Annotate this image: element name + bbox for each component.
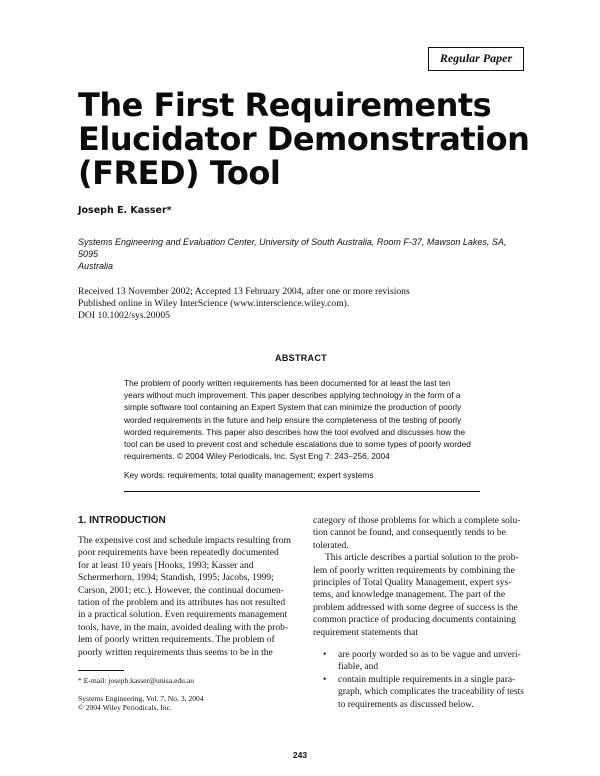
abstract-line: worded requirements. This paper also describes how the tool evolved and discusses how the — [124, 426, 466, 437]
body-line: lem of poorly written requirements by combining the — [313, 565, 515, 576]
body-line: common practice of producing documents containing — [313, 615, 516, 626]
bullet-item — [313, 649, 527, 674]
abstract-line: simple software tool containing an Expert System that can minimize the production of poorly — [124, 402, 462, 413]
page-number: 243 — [292, 750, 308, 760]
body-line: problem addressed with some degree of success is the — [313, 602, 518, 613]
footnote — [78, 676, 292, 712]
bullet-line: are poorly worded so as to be vague and unveri- — [338, 650, 521, 661]
body-line: for at least 10 years [Hooks, 1993; Kasser and — [78, 560, 254, 571]
footnote-copyright: © 2004 Wiley Periodicals, Inc. — [78, 703, 172, 712]
intro-left-column — [78, 535, 292, 659]
doi-line: DOI 10.1002/sys.20005 — [78, 310, 170, 322]
bullet-dot-icon: • — [323, 674, 327, 685]
abstract-text — [124, 377, 480, 462]
bullet-line: graph, which complicates the traceability of tests — [338, 687, 524, 698]
body-line: tools, have, in the main, avoided dealing with the prob- — [78, 622, 289, 633]
body-line: tation of the problem and its attributes has not resulted — [78, 598, 286, 609]
bullet-line: fiable, and — [338, 662, 379, 673]
body-line: in a practical solution. Even requirements management — [78, 610, 288, 621]
body-line: requirement statements that — [313, 627, 418, 638]
body-line: tion cannot be found, and consequently tends to be — [313, 528, 506, 539]
paper-type-badge: Regular Paper — [428, 47, 524, 71]
body-line: This article describes a partial solution to the prob- — [325, 553, 519, 564]
body-line: poorly written requirements thus seems to be in the — [78, 647, 273, 658]
body-line: Carson, 2001; etc.). However, the continual documen- — [78, 585, 284, 596]
affiliation-line: Australia — [78, 261, 114, 271]
footnote-email: * E-mail: joseph.kasser@unisa.edu.au — [78, 676, 195, 685]
body-line: category of those problems for which a complete solu- — [313, 516, 521, 526]
body-line: tolerated. — [313, 540, 349, 551]
author-affiliation — [78, 236, 518, 272]
body-line: The expensive cost and schedule impacts resulting from — [78, 536, 291, 546]
title-line: The First Requirements — [78, 86, 492, 124]
footnote-journal: Systems Engineering, Vol. 7, No. 3, 2004 — [78, 694, 204, 703]
body-line: principles of Total Quality Management, expert sys- — [313, 578, 512, 589]
bullet-line: contain multiple requirements in a single para- — [338, 674, 516, 685]
title-line: Elucidator Demonstration — [78, 120, 530, 158]
abstract-line: The problem of poorly written requirements has been documented for at least the last ten — [124, 378, 451, 388]
body-line: Schermerhorn, 1994; Standish, 1995; Jacobs, 1999; — [78, 573, 274, 584]
bullet-line: to requirements as discussed below. — [338, 699, 474, 710]
body-line: poor requirements have been repeatedly documented — [78, 548, 279, 559]
abstract-line: worded requirements in the future and help ensure the completeness of the testing of poorly — [124, 414, 462, 425]
author-name: Joseph E. Kasser* — [78, 205, 172, 216]
body-line: lem of poorly written requirements. The problem of — [78, 635, 275, 646]
affiliation-line: Systems Engineering and Evaluation Center, University of South Australia, Room F-37, Mawson Lakes, SA, 5095 — [78, 237, 507, 259]
publication-dates — [78, 286, 518, 323]
abstract-line: years without much improvement. This paper describes applying technology in the form of a — [124, 390, 461, 401]
received-line: Received 13 November 2002; Accepted 13 February 2004, after one or more revisions — [78, 286, 410, 297]
bullet-dot-icon: • — [323, 650, 327, 661]
paper-title — [78, 88, 548, 190]
footnote-divider — [78, 670, 124, 671]
abstract-divider — [124, 491, 480, 492]
title-line: (FRED) Tool — [78, 154, 281, 192]
body-line: tems, and knowledge management. The part of the — [313, 590, 506, 601]
abstract-line: tool can be used to prevent cost and schedule escalations due to some types of poorly worded — [124, 439, 471, 450]
section-heading-introduction: 1. INTRODUCTION — [78, 515, 166, 526]
intro-right-column — [313, 515, 527, 711]
abstract-heading: ABSTRACT — [275, 353, 327, 363]
published-line: Published online in Wiley InterScience (www.interscience.wiley.com). — [78, 298, 350, 310]
keywords: Key words: requirements; total quality management; expert systems — [124, 470, 374, 480]
bullet-item — [313, 674, 527, 711]
abstract-line: requirements. © 2004 Wiley Periodicals, Inc. Syst Eng 7: 243–256, 2004 — [124, 451, 390, 462]
